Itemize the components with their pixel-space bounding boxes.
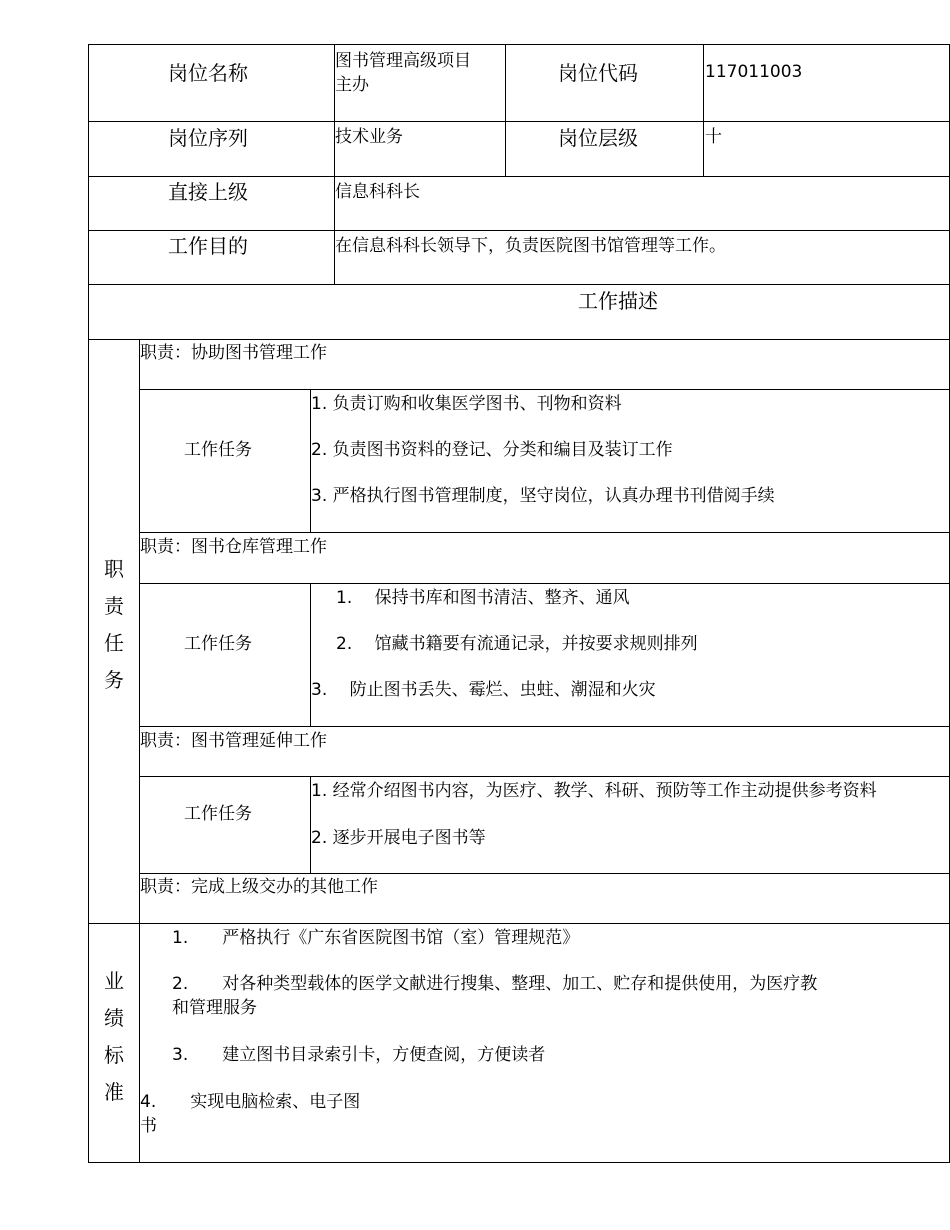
duty-title: 职责：完成上级交办的其他工作 (140, 877, 378, 897)
task-label: 工作任务 (184, 634, 252, 654)
superior-label: 直接上级 (168, 180, 248, 204)
performance-side-label (99, 963, 129, 1111)
performance-label-char: 标 (104, 1043, 124, 1067)
task-item: 3. 严格执行图书管理制度，坚守岗位，认真办理书刊借阅手续 (311, 486, 775, 506)
row-line (139, 532, 950, 533)
performance-item-continued: 和管理服务 (172, 998, 257, 1018)
task-label: 工作任务 (184, 804, 252, 824)
duty-title: 职责：图书管理延伸工作 (140, 731, 327, 751)
task-label: 工作任务 (184, 440, 252, 460)
level-label: 岗位层级 (558, 126, 638, 150)
purpose-label: 工作目的 (168, 234, 248, 258)
task-item: 1. 经常介绍图书内容，为医疗、教学、科研、预防等工作主动提供参考资料 (311, 781, 877, 801)
row-line (139, 726, 950, 727)
row-line (139, 389, 950, 390)
task-item: 2. 负责图书资料的登记、分类和编目及装订工作 (311, 440, 673, 460)
duty-title: 职责：协助图书管理工作 (140, 343, 327, 363)
duties-label-char: 职 (104, 557, 124, 581)
position-code-label: 岗位代码 (558, 61, 638, 85)
task-item: 1. 保持书库和图书清洁、整齐、通风 (336, 588, 630, 608)
duties-label-char: 任 (104, 631, 124, 655)
sequence-label: 岗位序列 (168, 126, 248, 150)
position-name-label: 岗位名称 (168, 61, 248, 85)
superior-value: 信息科科长 (335, 182, 420, 202)
performance-label-char: 准 (104, 1080, 124, 1104)
position-code-value: 117011003 (705, 62, 803, 82)
description-title: 工作描述 (578, 289, 658, 313)
row-line (88, 121, 950, 122)
task-item: 2. 逐步开展电子图书等 (311, 828, 486, 848)
performance-label-char: 绩 (104, 1006, 124, 1030)
row-line (139, 583, 950, 584)
performance-label-char: 业 (104, 969, 124, 993)
duties-label-char: 务 (104, 668, 124, 692)
row-line (139, 776, 950, 777)
purpose-value: 在信息科科长领导下，负责医院图书馆管理等工作。 (335, 236, 726, 256)
sequence-value: 技术业务 (335, 127, 403, 147)
row-line (139, 873, 950, 874)
row-line (88, 230, 950, 231)
performance-item: 2. 对各种类型载体的医学文献进行搜集、整理、加工、贮存和提供使用，为医疗教 (172, 974, 818, 994)
task-item: 3. 防止图书丢失、霉烂、虫蛀、潮湿和火灾 (311, 680, 656, 700)
task-item: 1. 负责订购和收集医学图书、刊物和资料 (311, 394, 622, 414)
row-line (88, 339, 950, 340)
row-line (88, 44, 950, 45)
duties-label-char: 责 (104, 594, 124, 618)
duties-side-label (99, 551, 129, 699)
performance-item: 1. 严格执行《广东省医院图书馆（室）管理规范》 (172, 928, 580, 948)
row-line (88, 176, 950, 177)
position-name-value-line1: 图书管理高级项目 (335, 51, 471, 71)
level-value: 十 (705, 127, 722, 147)
row-line (88, 284, 950, 285)
performance-item-continued: 书 (140, 1116, 157, 1136)
col-line (703, 44, 704, 177)
performance-item: 3. 建立图书目录索引卡，方便查阅，方便读者 (172, 1045, 546, 1065)
performance-item: 4. 实现电脑检索、电子图 (140, 1092, 361, 1112)
col-line (505, 44, 506, 177)
task-item: 2. 馆藏书籍要有流通记录，并按要求规则排列 (336, 634, 698, 654)
position-name-value-line2: 主办 (335, 75, 369, 95)
col-line (310, 583, 311, 727)
row-line (88, 923, 950, 924)
row-line (88, 1162, 950, 1163)
col-line (88, 44, 89, 1163)
duty-title: 职责：图书仓库管理工作 (140, 537, 327, 557)
